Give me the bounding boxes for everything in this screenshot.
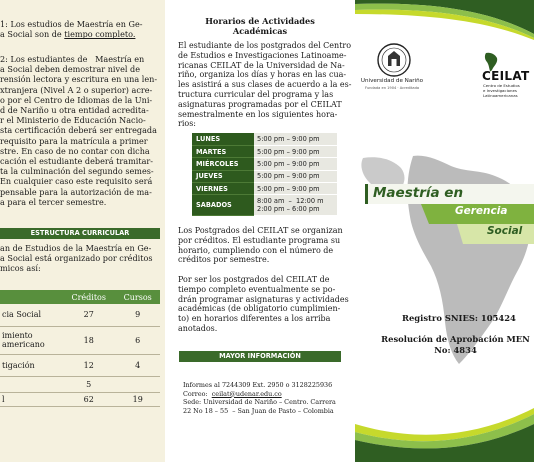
row-cursos: 9 bbox=[115, 304, 160, 326]
full-time-note: Por ser los postgrados del CEILAT de tiempo completo eventualmente se po- drán programar asignaturas y actividades académicas (de obligatorio cumplimien- to) en horarios diferentes a los arriba anotados. bbox=[178, 275, 349, 333]
panel-cover bbox=[355, 0, 534, 462]
section-bar-more-info: MAYOR INFORMACIÓN bbox=[179, 351, 341, 362]
table-row bbox=[0, 326, 160, 354]
approval-resolution: Resolución de Aprobación MEN No: 4834 bbox=[381, 334, 530, 355]
schedule-intro: El estudiante de los postgrados del Centro de Estudios e Investigaciones Latinoame- ricanas CEILAT de la Universidad de Na- riño, organiza los días y horas en las cua- les asistirá a sus clases de acuerdo a la es- tructura curricular del programa y las asignaturas programadas por el CEILAT semestralmente en los siguientes hora- rios: bbox=[178, 41, 352, 129]
row-area: imiento americano bbox=[0, 326, 62, 354]
table-row bbox=[0, 376, 160, 392]
row-creditos: 18 bbox=[62, 326, 115, 354]
row-cursos bbox=[115, 376, 160, 392]
contact-email-link[interactable]: ceilat@udenar.edu.co bbox=[211, 389, 282, 398]
program-title-line1: Maestría en bbox=[373, 185, 464, 201]
university-name: Universidad de Nariño bbox=[360, 78, 424, 84]
title-band-middle bbox=[365, 204, 534, 224]
curriculum-intro: an de Estudios de la Maestría en Ge- a Social está organizado por créditos micos así: bbox=[0, 243, 153, 274]
row-creditos: 27 bbox=[62, 304, 115, 326]
contact-email-label: Correo: bbox=[183, 389, 212, 398]
table-row bbox=[0, 304, 160, 326]
contact-phone: Informes al 7244309 Ext. 2950 o 3128225936 bbox=[183, 381, 333, 389]
contact-info bbox=[183, 381, 355, 415]
row-creditos: 12 bbox=[62, 354, 115, 376]
credits-table-header bbox=[0, 290, 160, 304]
panel-curriculum bbox=[0, 0, 165, 462]
row-creditos: 5 bbox=[62, 376, 115, 392]
schedule-time: 5:00 pm – 9:00 pm bbox=[254, 133, 337, 145]
schedule-day: LUNES bbox=[192, 133, 254, 145]
ceilat-subtitle: Centro de Estudios e Investigaciones Latinoamericanas bbox=[483, 83, 520, 98]
table-row-total bbox=[0, 392, 160, 406]
schedule-time: 5:00 pm – 9:00 pm bbox=[254, 145, 337, 157]
note-full-time: 1: Los estudios de Maestría en Ge- a Social son de tiempo completo. bbox=[0, 19, 143, 40]
schedule-time: 5:00 pm – 9:00 pm bbox=[254, 183, 337, 195]
schedule-time: 5:00 pm – 9:00 pm bbox=[254, 158, 337, 170]
schedule-row bbox=[192, 145, 337, 157]
schedule-time: 8:00 am – 12:00 m 2:00 pm – 6:00 pm bbox=[254, 195, 337, 216]
schedule-row bbox=[192, 133, 337, 145]
schedule-day: MIÉRCOLES bbox=[192, 158, 254, 170]
credits-note: Los Postgrados del CEILAT se organizan por créditos. El estudiante programa su horario, cumpliendo con el número de créditos por semestre. bbox=[178, 226, 343, 265]
full-time-underlined: tiempo completo. bbox=[64, 29, 136, 40]
schedule-table bbox=[192, 133, 337, 216]
row-area bbox=[0, 376, 62, 392]
program-title-line2: Gerencia bbox=[455, 205, 508, 217]
row-area: tigación bbox=[0, 354, 62, 376]
note-language-requirement: 2: Los estudiantes de Maestría en a Social deben demostrar nivel de rensión lectora y escritura en una len- xtranjera (Nivel A 2 o superior) acre- o por el Centro de Idiomas de la Uni- d de Nariño u otra entidad acredita- r el Ministerio de Educación Nacio- sta certificación deberá ser entregada requisito para la matrícula a primer stre. En caso de no contar con dicha cación el estudiante deberá tramitar- ta la culminación del segundo semes- En cualquier caso este requisito será pensable para la autorización de ma- a para el tercer semestre. bbox=[0, 54, 158, 207]
row-cursos: 19 bbox=[115, 392, 160, 406]
schedule-day: SABADOS bbox=[192, 195, 254, 216]
credits-table bbox=[0, 290, 160, 407]
schedule-title: Horarios de Actividades Académicas bbox=[205, 16, 315, 36]
row-cursos: 4 bbox=[115, 354, 160, 376]
top-swoosh-decoration bbox=[355, 0, 534, 40]
row-area: cia Social bbox=[0, 304, 62, 326]
row-area: l bbox=[0, 392, 62, 406]
panel-schedule bbox=[165, 0, 355, 462]
row-creditos: 62 bbox=[62, 392, 115, 406]
schedule-time: 5:00 pm – 9:00 pm bbox=[254, 170, 337, 182]
program-title-line3: Social bbox=[487, 225, 523, 237]
schedule-day: JUEVES bbox=[192, 170, 254, 182]
header-cursos: Cursos bbox=[115, 290, 160, 304]
snies-registration: Registro SNIES: 105424 bbox=[402, 313, 516, 323]
contact-address: Sede: Universidad de Nariño – Centro. Carrera 22 No 18 – 55 – San Juan de Pasto – Colombia bbox=[183, 398, 336, 415]
university-subtitle: Fundada en 1904 · Acreditada bbox=[364, 86, 420, 90]
schedule-day: VIERNES bbox=[192, 183, 254, 195]
row-cursos: 6 bbox=[115, 326, 160, 354]
table-row bbox=[0, 354, 160, 376]
ceilat-logo-text: CEILAT bbox=[482, 69, 530, 83]
bottom-swoosh-decoration bbox=[355, 394, 534, 462]
section-bar-curriculum: ESTRUCTURA CURRICULAR bbox=[0, 228, 160, 239]
schedule-row bbox=[192, 183, 337, 195]
schedule-day: MARTES bbox=[192, 145, 254, 157]
schedule-row bbox=[192, 158, 337, 170]
schedule-row bbox=[192, 195, 337, 216]
header-area bbox=[0, 290, 62, 304]
header-creditos: Créditos bbox=[62, 290, 115, 304]
schedule-row bbox=[192, 170, 337, 182]
